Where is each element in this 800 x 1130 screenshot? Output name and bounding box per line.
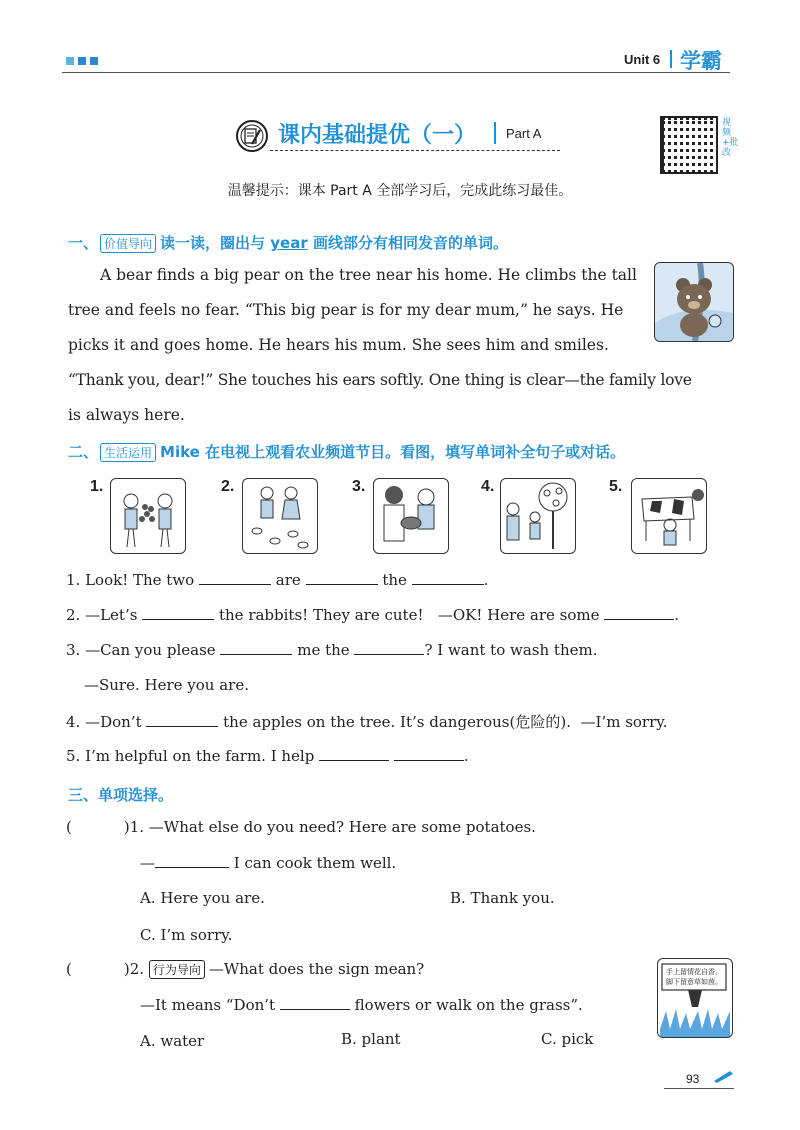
picture-number: 5.	[609, 478, 623, 495]
section1-word: year	[270, 234, 308, 252]
section1-passage	[68, 258, 692, 433]
section3-q2-tag: 行为导向	[149, 960, 205, 979]
option-c[interactable]: C. I’m sorry.	[140, 926, 233, 944]
header-square	[78, 57, 86, 65]
passage-line: “Thank you, dear!” She touches his ears softly. One thing is clear—the family love	[68, 371, 692, 389]
section2-heading	[68, 441, 625, 462]
passage-line: picks it and goes home. He hears his mum. She sees him and smiles.	[68, 336, 609, 354]
passage-line: A bear finds a big pear on the tree near his home. He climbs the tall	[100, 266, 637, 284]
option-b[interactable]: B. Thank you.	[450, 889, 555, 907]
section2-question-1: 1. Look! The two are the .	[66, 571, 489, 589]
pencil-icon	[234, 118, 270, 158]
section2-instruction: Mike 在电视上观看农业频道节目。看图，填写单词补全句子或对话。	[160, 443, 626, 461]
header-separator	[670, 50, 672, 68]
section3-question-2-reply: —It means “Don’t flowers or walk on the grass”.	[140, 996, 583, 1014]
section2-question-4: 4. —Don’t the apples on the tree. It’s dangerous(危险的). —I’m sorry.	[66, 713, 668, 731]
option-a[interactable]: A. water	[140, 1032, 205, 1050]
answer-blank[interactable]	[199, 570, 271, 585]
page-number: 93	[686, 1072, 700, 1086]
answer-blank[interactable]	[146, 712, 218, 727]
answer-paren[interactable]: (	[66, 960, 72, 978]
section3-question-1: ( )1. —What else do you need? Here are some potatoes.	[66, 818, 536, 836]
picture-1-picking-grapes	[110, 478, 186, 554]
answer-blank[interactable]	[604, 605, 674, 620]
sign-text: 手上留情花自香，脚下留意草如茵。	[666, 968, 722, 986]
title-separator	[494, 122, 496, 144]
answer-blank[interactable]	[394, 746, 464, 761]
section3-question-2: ( )2. 行为导向 —What does the sign mean?	[66, 960, 425, 978]
answer-blank[interactable]	[220, 640, 292, 655]
picture-number: 4.	[481, 478, 495, 495]
picture-5-milking-cow	[631, 478, 707, 554]
section3-heading: 三、单项选择。	[68, 786, 174, 804]
answer-blank[interactable]	[412, 570, 484, 585]
tip-text: 温馨提示：课本 Part A 全部学习后，完成此练习最佳。	[227, 183, 573, 199]
section1-tag: 价值导向	[100, 234, 156, 253]
title-underline	[270, 150, 560, 151]
picture-2-rabbits	[242, 478, 318, 554]
option-a[interactable]: A. Here you are.	[140, 889, 265, 907]
section2-tag: 生活运用	[100, 443, 156, 462]
section2-question-3: 3. —Can you please me the ? I want to wash them.	[66, 641, 598, 659]
qr-label: 视频+批改	[722, 118, 739, 158]
section2-number: 二、	[68, 443, 99, 461]
picture-4-apple-tree	[500, 478, 576, 554]
picture-number: 2.	[221, 478, 235, 495]
header-square	[66, 57, 74, 65]
sign-illustration	[657, 958, 733, 1038]
unit-label: Unit 6	[624, 52, 661, 67]
option-c[interactable]: C. pick	[541, 1030, 594, 1048]
answer-blank[interactable]	[354, 640, 424, 655]
section1-instruction-pre: 读一读，圈出与	[160, 234, 266, 252]
answer-blank[interactable]	[280, 995, 350, 1010]
answer-blank[interactable]	[142, 605, 214, 620]
passage-line: is always here.	[68, 406, 185, 424]
pencil-icon	[712, 1068, 734, 1087]
bear-illustration	[654, 262, 734, 342]
section3-question-1-reply: — I can cook them well.	[140, 854, 397, 872]
page-footer-rule	[664, 1088, 734, 1089]
option-b[interactable]: B. plant	[341, 1030, 401, 1048]
section2-question-3-reply: —Sure. Here you are.	[84, 676, 249, 694]
picture-number: 1.	[90, 478, 104, 495]
section1-heading	[68, 232, 508, 253]
section2-question-2: 2. —Let’s the rabbits! They are cute! —OK! Here are some .	[66, 606, 680, 624]
picture-3-tomatoes	[373, 478, 449, 554]
answer-paren[interactable]: (	[66, 818, 72, 836]
qr-code-pattern	[664, 120, 714, 170]
section1-number: 一、	[68, 234, 99, 252]
picture-number: 3.	[352, 478, 366, 495]
answer-blank[interactable]	[319, 746, 389, 761]
answer-blank[interactable]	[155, 853, 229, 868]
section1-instruction-post: 画线部分有相同发音的单词。	[313, 234, 509, 252]
header-square	[90, 57, 98, 65]
page-title: 课内基础提优（一）	[278, 123, 477, 148]
answer-blank[interactable]	[306, 570, 378, 585]
header-rule	[62, 72, 730, 73]
brand-logo: 学霸	[680, 49, 722, 73]
passage-line: tree and feels no fear. “This big pear is for my dear mum,” he says. He	[68, 301, 624, 319]
part-label: Part A	[506, 126, 542, 141]
section2-question-5: 5. I’m helpful on the farm. I help .	[66, 747, 469, 765]
